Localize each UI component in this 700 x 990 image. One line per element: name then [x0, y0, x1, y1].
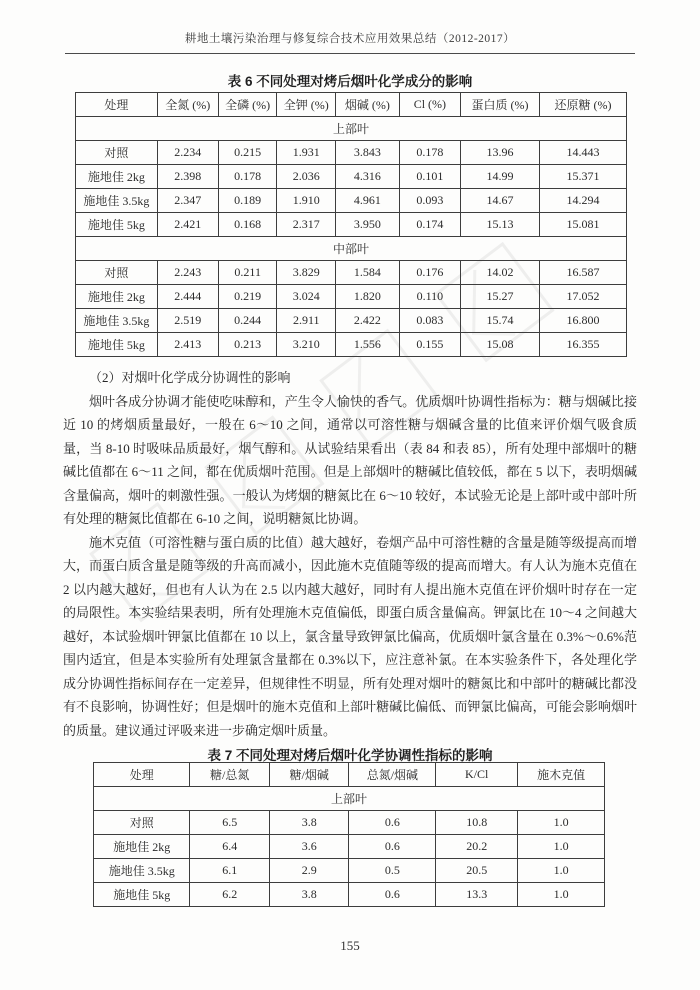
table-cell: 2.234	[157, 141, 218, 165]
table-cell: 14.99	[460, 165, 539, 189]
table-cell: 20.2	[436, 835, 518, 859]
table-cell: 蛋白质 (%)	[460, 93, 539, 117]
table-cell: 0.213	[218, 333, 277, 357]
table-section-row	[94, 787, 605, 811]
table-cell: 14.02	[460, 261, 539, 285]
table-cell: 3.6	[269, 835, 349, 859]
table6-title: 表 6 不同处理对烤后烟叶化学成分的影响	[227, 74, 473, 89]
table-cell: 总氮/烟碱	[349, 763, 436, 787]
table-row	[76, 285, 627, 309]
table-cell: 6.5	[190, 811, 270, 835]
table-cell: 对照	[76, 261, 158, 285]
table-cell: 0.174	[399, 213, 460, 237]
table-cell: 16.355	[540, 333, 627, 357]
table-cell: 施木克值	[518, 763, 605, 787]
table-row	[76, 261, 627, 285]
table-cell: 施地佳 3.5kg	[76, 189, 158, 213]
table-row	[76, 189, 627, 213]
table-cell: 2.347	[157, 189, 218, 213]
table-cell: 0.189	[218, 189, 277, 213]
table-cell: 施地佳 2kg	[76, 285, 158, 309]
table-header-row	[94, 763, 605, 787]
table-cell: 13.3	[436, 883, 518, 907]
table-cell: 0.178	[218, 165, 277, 189]
table-cell: 对照	[94, 811, 190, 835]
paragraph-2: 施木克值（可溶性糖与蛋白质的比值）越大越好，卷烟产品中可溶性糖的含量是随等级提高而增大，而蛋白质含量是随等级的升高而减小，因此施木克值随等级的提高而增大。有人认为施木克值在 2 以内越大越好，但也有人认为在 2.5 以内越大越好，同时有人提出施木克值在评价烟叶时存在一定的局限性。本实验结果表明，所有处理施木克值偏低，即蛋白质含量偏高。钾氯比在 10～4 之间越大越好，本试验烟叶钾氯比值都在 10 以上，氯含量导致钾氯比偏高，优质烟叶氯含量在 0.3%～0.6%范围内适宜，但是本实验所有处理氯含量都在 0.3%以下，应注意补氯。在本实验条件下，各处理化学成分协调性指标间存在一定差异，但规律性不明显，所有处理对烟叶的糖氮比和中部叶的糖碱比都没有不良影响，协调性好；但是烟叶的施木克值和上部叶糖碱比偏低、而钾氯比偏高，可能会影响烟叶的质量。建议通过评吸来进一步确定烟叶质量。	[63, 534, 637, 738]
table-cell: 全钾 (%)	[277, 93, 336, 117]
table-cell: 烟碱 (%)	[336, 93, 400, 117]
table-cell: 0.178	[399, 141, 460, 165]
table-cell: 0.6	[349, 883, 436, 907]
table-cell: 2.421	[157, 213, 218, 237]
table-cell: 2.398	[157, 165, 218, 189]
table-cell: 0.244	[218, 309, 277, 333]
table-cell: 14.67	[460, 189, 539, 213]
table-cell: 施地佳 5kg	[76, 213, 158, 237]
table-cell: 对照	[76, 141, 158, 165]
table-cell: 2.243	[157, 261, 218, 285]
table-header-row	[76, 93, 627, 117]
table-cell: 1.931	[277, 141, 336, 165]
table-cell: 1.820	[336, 285, 400, 309]
table-row	[94, 859, 605, 883]
table-cell: 3.210	[277, 333, 336, 357]
table-cell: 施地佳 5kg	[94, 883, 190, 907]
table-row	[76, 165, 627, 189]
table-cell: 15.371	[540, 165, 627, 189]
paragraph-1: 烟叶各成分协调才能使吃味醇和，产生令人愉快的香气。优质烟叶协调性指标为：糖与烟碱比接近 10 的烤烟质量最好，一般在 6～10 之间，通常以可溶性糖与烟碱含量的比值来评价烟气吸食质量，当 8-10 时吸味品质最好，烟气醇和。从试验结果看出（表 84 和表 85），所有处理中部烟叶的糖碱比值都在 6～11 之间，都在优质烟叶范围。但是上部烟叶的糖碱比值较低，都在 5 以下，表明烟碱含量偏高，烟叶的刺激性强。一般认为烤烟的糖氮比在 6～10 较好，本试验无论是上部叶或中部叶所有处理的糖氮比值都在 6-10 之间，说明糖氮比协调。	[63, 393, 637, 526]
table-cell: 2.9	[269, 859, 349, 883]
table-cell: 1.910	[277, 189, 336, 213]
table-cell: 10.8	[436, 811, 518, 835]
table-cell: 2.519	[157, 309, 218, 333]
table-cell: 15.13	[460, 213, 539, 237]
table-cell: 1.0	[518, 811, 605, 835]
table6	[75, 92, 627, 357]
table-row	[76, 309, 627, 333]
table-cell: 3.8	[269, 883, 349, 907]
table-cell: 2.911	[277, 309, 336, 333]
table-cell: 4.316	[336, 165, 400, 189]
table-cell: 0.215	[218, 141, 277, 165]
table-row	[94, 883, 605, 907]
table-cell: 2.036	[277, 165, 336, 189]
running-header-title: 耕地土壤污染治理与修复综合技术应用效果总结（2012-2017）	[184, 33, 516, 45]
body-text	[63, 366, 637, 742]
table-cell: 1.0	[518, 883, 605, 907]
table-cell: 2.317	[277, 213, 336, 237]
table-cell: 施地佳 5kg	[76, 333, 158, 357]
table-cell: 3.950	[336, 213, 400, 237]
table-cell: 2.444	[157, 285, 218, 309]
table-cell: 0.093	[399, 189, 460, 213]
table-cell: 0.5	[349, 859, 436, 883]
running-header	[65, 30, 635, 54]
page-number: 155	[340, 938, 360, 953]
table-cell: 施地佳 3.5kg	[76, 309, 158, 333]
table7-title: 表 7 不同处理对烤后烟叶化学协调性指标的影响	[207, 748, 493, 763]
table-cell: 0.168	[218, 213, 277, 237]
table-cell: 全氮 (%)	[157, 93, 218, 117]
table-cell: 2.413	[157, 333, 218, 357]
section-subheading: （2）对烟叶化学成分协调性的影响	[89, 370, 291, 385]
table-cell: 2.422	[336, 309, 400, 333]
table-cell: 0.211	[218, 261, 277, 285]
table-cell: 处理	[94, 763, 190, 787]
table-cell: 施地佳 2kg	[76, 165, 158, 189]
table-cell: 3.829	[277, 261, 336, 285]
table-cell: 0.219	[218, 285, 277, 309]
table-cell: K/Cl	[436, 763, 518, 787]
table-cell: 0.6	[349, 811, 436, 835]
table-cell: 1.584	[336, 261, 400, 285]
table-cell: 20.5	[436, 859, 518, 883]
table-cell: 4.961	[336, 189, 400, 213]
table-cell: 糖/总氮	[190, 763, 270, 787]
table-cell: 14.443	[540, 141, 627, 165]
table7	[93, 762, 605, 907]
table-cell: 中部叶	[76, 237, 627, 261]
table-section-row	[76, 117, 627, 141]
table-cell: 16.587	[540, 261, 627, 285]
table-cell: 14.294	[540, 189, 627, 213]
table-row	[76, 213, 627, 237]
table-cell: 施地佳 2kg	[94, 835, 190, 859]
table-cell: 全磷 (%)	[218, 93, 277, 117]
table-cell: 13.96	[460, 141, 539, 165]
table-cell: 1.0	[518, 859, 605, 883]
table-cell: 15.27	[460, 285, 539, 309]
table-cell: 0.6	[349, 835, 436, 859]
table-cell: 15.081	[540, 213, 627, 237]
table-cell: Cl (%)	[399, 93, 460, 117]
table-cell: 1.0	[518, 835, 605, 859]
table-cell: 0.176	[399, 261, 460, 285]
table-section-row	[76, 237, 627, 261]
table-cell: 3.843	[336, 141, 400, 165]
table-cell: 还原糖 (%)	[540, 93, 627, 117]
table-row	[76, 333, 627, 357]
table-cell: 6.2	[190, 883, 270, 907]
table-cell: 16.800	[540, 309, 627, 333]
table-row	[94, 835, 605, 859]
table-cell: 6.1	[190, 859, 270, 883]
table-row	[76, 141, 627, 165]
table-row	[94, 811, 605, 835]
table-cell: 糖/烟碱	[269, 763, 349, 787]
table-cell: 1.556	[336, 333, 400, 357]
table-cell: 0.155	[399, 333, 460, 357]
table-cell: 3.024	[277, 285, 336, 309]
table-cell: 上部叶	[94, 787, 605, 811]
table-cell: 施地佳 3.5kg	[94, 859, 190, 883]
table-cell: 0.110	[399, 285, 460, 309]
table-cell: 3.8	[269, 811, 349, 835]
table-cell: 0.083	[399, 309, 460, 333]
table-cell: 17.052	[540, 285, 627, 309]
table-cell: 15.74	[460, 309, 539, 333]
table-cell: 0.101	[399, 165, 460, 189]
table-cell: 处理	[76, 93, 158, 117]
table-cell: 上部叶	[76, 117, 627, 141]
table-cell: 15.08	[460, 333, 539, 357]
table-cell: 6.4	[190, 835, 270, 859]
